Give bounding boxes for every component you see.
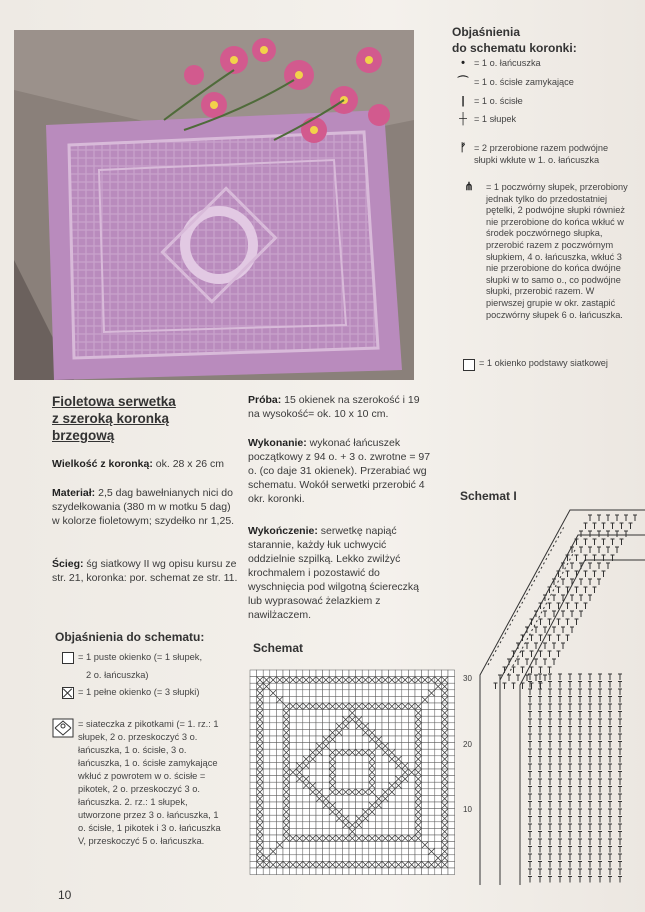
lace-legend-double	[452, 143, 632, 166]
double-stitch-icon: ᚠ	[459, 142, 467, 154]
dot-icon: •	[461, 57, 465, 69]
filet-grid	[250, 670, 455, 875]
stitch-label: Ścieg:	[52, 558, 84, 570]
lace-legend-slip-text: = 1 o. ścisłe	[474, 96, 523, 106]
material-label: Materiał:	[52, 487, 96, 499]
lace-legend-dc	[452, 114, 516, 126]
execution-text: wykonać łańcuszek początkowy z 94 o. + 3 o. zwrotne = 97 o. (co daje 31 okienek). Przerabiać wg schematu. Wokół serwetki przerobić 4 okr. koronki.	[248, 437, 431, 505]
legend-title: Objaśnienia do schematu:	[55, 630, 205, 644]
picot-icon	[52, 718, 74, 742]
tick-30: 30	[463, 674, 472, 683]
lace-legend-title	[452, 24, 577, 56]
tick-20: 20	[463, 740, 472, 749]
tick-10: 10	[463, 805, 472, 814]
material-paragraph	[52, 486, 238, 528]
material-text: 2,5 dag bawełnianych nici do szydełkowania (380 m w motku 5 dag) w kolorze fioletowym; szydełko nr 1,25.	[52, 487, 235, 527]
empty-box-icon	[62, 652, 74, 664]
page-number: 10	[58, 888, 72, 902]
size-label: Wielkość z koronką:	[52, 458, 153, 470]
full-box-icon	[62, 687, 74, 699]
bar-icon: |	[461, 95, 465, 107]
finishing-text: serwetkę napiąć starannie, każdy łuk uchwycić oddzielnie szpilką. Lekko zwilżyć krochmalem i pozostawić do wyschnięcia pod wilgotną ściereczką lub wyprasować żelazkiem z nawilżaczem.	[248, 525, 419, 621]
mesh-box-icon	[463, 359, 475, 371]
schemat-label: Schemat	[253, 641, 304, 655]
legend-item-full	[62, 686, 232, 699]
lace-legend-chain	[452, 58, 541, 70]
size-paragraph	[52, 457, 238, 471]
legend-item-empty-text: = 1 puste okienko (= 1 słupek,	[78, 652, 203, 662]
lace-legend-title-1: Objaśnienia	[452, 25, 521, 39]
legend-item-empty-text-2: 2 o. łańcuszka)	[86, 670, 149, 680]
gauge-text: 15 okienek na szerokość i 19 na wysokość= ok. 10 x 10 cm.	[248, 394, 420, 420]
execution-label: Wykonanie:	[248, 437, 307, 449]
lace-legend-slip-close-text: = 1 o. ścisłe zamykające	[474, 77, 574, 87]
cross-icon: ┼	[459, 113, 467, 125]
legend-item-empty-cont	[86, 669, 149, 682]
lace-legend-mesh	[463, 358, 608, 371]
lace-legend-title-2: do schematu koronki:	[452, 41, 577, 55]
title-line-3: brzegową	[52, 428, 115, 443]
arc-icon: ⌒	[457, 76, 469, 88]
doily-photo	[14, 30, 414, 380]
size-text: ok. 28 x 26 cm	[152, 458, 225, 470]
lace-chart	[470, 505, 645, 885]
schemat-1-label: Schemat I	[460, 489, 517, 503]
stitch-text: śg siatkowy II wg opisu kursu ze str. 21, koronka: por. schemat ze str. 11.	[52, 558, 238, 584]
pattern-title	[52, 393, 237, 444]
lace-legend-slip	[452, 96, 523, 108]
cluster-icon: ⋔	[464, 181, 474, 193]
legend-item-picot-text: = siateczka z pikotkami (= 1. rz.: 1 słupek, 2 o. przeskoczyć 3 o. łańcuszka, 1 o. ścisłe, 3 o. łańcuszka, 1 o. ścisłe zamykające wkłuć z powrotem w o. ścisłe = pikotek, 2 o. przeskoczyć 3 o. łańcuszka. 2. rz.: 1 słupek, utworzone przez 3 o. łańcuszka, 1 o. ścisłe, 1 pikotek i 3 o. łańcuszka V, przeskoczyć 5 o. łańcuszka.	[78, 719, 221, 846]
finishing-label: Wykończenie:	[248, 525, 318, 537]
legend-item-empty	[62, 651, 232, 664]
title-line-2: z szeroką koronką	[52, 411, 170, 426]
execution-paragraph	[248, 436, 434, 506]
filet-chart	[248, 668, 458, 880]
lace-legend-chain-text: = 1 o. łańcuszka	[474, 58, 541, 68]
gauge-paragraph	[248, 393, 434, 421]
lace-legend-mesh-text: = 1 okienko podstawy siatkowej	[479, 358, 608, 368]
legend-item-picot	[52, 718, 232, 848]
lace-legend-cluster	[452, 182, 638, 321]
photo-illustration	[14, 30, 414, 380]
legend-item-full-text: = 1 pełne okienko (= 3 słupki)	[78, 687, 200, 697]
lace-legend-dc-text: = 1 słupek	[474, 114, 517, 124]
gauge-label: Próba:	[248, 394, 282, 406]
stitch-paragraph	[52, 557, 238, 585]
lace-legend-slip-close	[452, 77, 574, 89]
lace-legend-double-text: = 2 przerobione razem podwójne słupki wkłute w 1. o. łańcuszka	[474, 143, 609, 165]
title-line-1: Fioletowa serwetka	[52, 394, 176, 409]
finishing-paragraph	[248, 524, 434, 622]
lace-legend-cluster-text: = 1 poczwórny słupek, przerobiony jednak tylko do przedostatniej pętelki, 2 podwójne słupki również nie przerobione do końca wkłuć w środek poczwórnego słupka, przerobić razem z poczwórnym słupkiem, 4 o. łańcuszka, wkłuć 3 nie przerobione do końca dwójne słupki w to samo o., co podwójne słupki, przerobić razem. W pierwszej grupie w okr. zastąpić poczwórny słupek 6 o. łańcuszka.	[486, 182, 628, 320]
